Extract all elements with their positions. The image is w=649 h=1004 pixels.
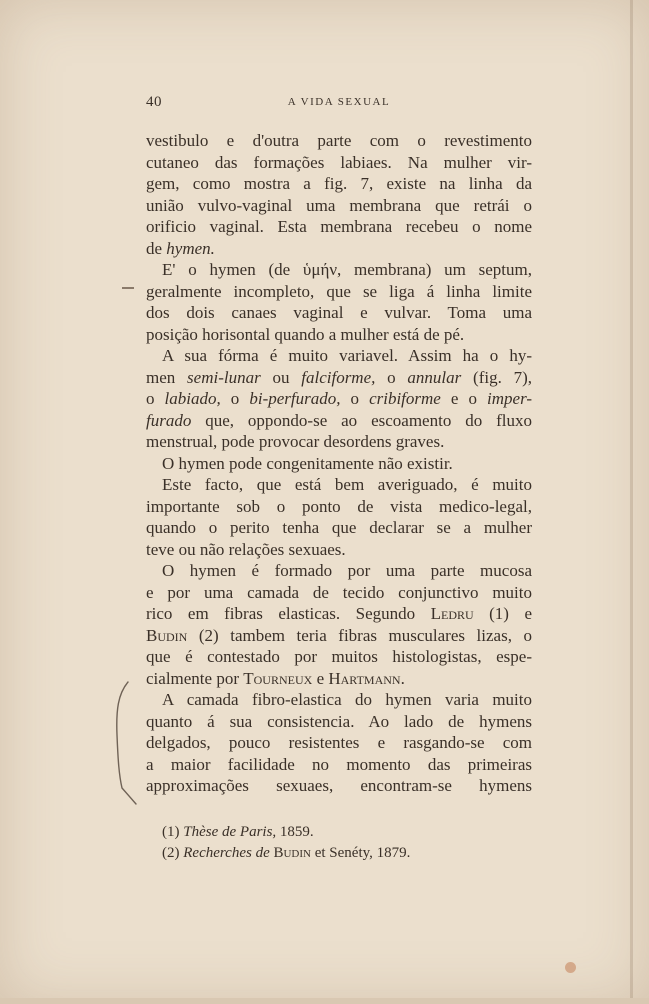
text-line: geralmente incompleto, que se liga á linha limite bbox=[146, 281, 532, 301]
text-line: união vulvo-vaginal uma membrana que retrái o bbox=[146, 195, 532, 215]
pencil-bracket-mark bbox=[110, 680, 150, 810]
text-line: Budin (2) tambem teria fibras musculares lizas, o bbox=[146, 625, 532, 645]
footnote-1: (1) Thèse de Paris, 1859. bbox=[162, 824, 314, 840]
footnotes bbox=[162, 822, 542, 864]
text-line: a maior facilidade no momento das primeiras bbox=[146, 754, 532, 774]
text-line: O hymen é formado por uma parte mucosa bbox=[162, 561, 532, 580]
text-line: que é contestado por muitos histologistas, espe- bbox=[146, 647, 532, 666]
text-line: approximações sexuaes, encontram-se hymens bbox=[146, 776, 532, 795]
text-line: quando o perito tenha que declarar se a mulher bbox=[146, 518, 532, 537]
text-line: posição horisontal quando a mulher está de pé. bbox=[146, 324, 465, 344]
text-line: delgados, pouco resistentes e rasgando-se com bbox=[146, 733, 532, 752]
text-line: O hymen pode congenitamente não existir. bbox=[162, 453, 453, 473]
text-line: A sua fórma é muito variavel. Assim ha o hy- bbox=[162, 346, 532, 365]
text-line: gem, como mostra a fig. 7, existe na linha da bbox=[146, 174, 532, 193]
text-line: teve ou não relações sexuaes. bbox=[146, 539, 346, 559]
page-header bbox=[146, 94, 532, 114]
text-line: o labiado, o bi-perfurado, o cribiforme e o imper- bbox=[146, 389, 533, 408]
running-title: A VIDA SEXUAL bbox=[287, 96, 391, 108]
text-line: cialmente por Tourneux e Hartmann. bbox=[146, 668, 405, 688]
stain-spot bbox=[565, 962, 576, 973]
text-line: orificio vaginal. Esta membrana recebeu o nome bbox=[146, 217, 532, 236]
text-line: e por uma camada de tecido conjunctivo muito bbox=[146, 582, 532, 602]
text-line: furado que, oppondo-se ao escoamento do fluxo bbox=[146, 410, 532, 430]
text-line: rico em fibras elasticas. Segundo Ledru (1) e bbox=[146, 604, 532, 623]
text-line: de hymen. bbox=[146, 238, 215, 258]
text-line: dos dois canaes vaginal e vulvar. Toma uma bbox=[146, 303, 532, 322]
text-line: vestibulo e d'outra parte com o revestimento bbox=[146, 131, 532, 150]
text-line: men semi-lunar ou falciforme, o annular (fig. 7), bbox=[146, 367, 532, 387]
text-line: importante sob o ponto de vista medico-legal, bbox=[146, 496, 532, 516]
body-text bbox=[146, 130, 532, 797]
page-edge-shadow bbox=[630, 0, 633, 1004]
bottom-edge bbox=[0, 998, 649, 1004]
pencil-dash-mark bbox=[122, 287, 134, 289]
page-number: 40 bbox=[146, 94, 162, 110]
text-line: E' o hymen (de ὑμήν, membrana) um septum, bbox=[162, 260, 532, 279]
text-line: Este facto, que está bem averiguado, é muito bbox=[162, 475, 532, 494]
text-line: cutaneo das formações labiaes. Na mulher vir- bbox=[146, 152, 532, 172]
text-line: menstrual, pode provocar desordens graves. bbox=[146, 432, 445, 451]
footnote-2: (2) Recherches de Budin et Senéty, 1879. bbox=[162, 845, 411, 861]
text-line: A camada fibro-elastica do hymen varia muito bbox=[162, 690, 532, 709]
text-line: quanto á sua consistencia. Ao lado de hymens bbox=[146, 711, 532, 731]
